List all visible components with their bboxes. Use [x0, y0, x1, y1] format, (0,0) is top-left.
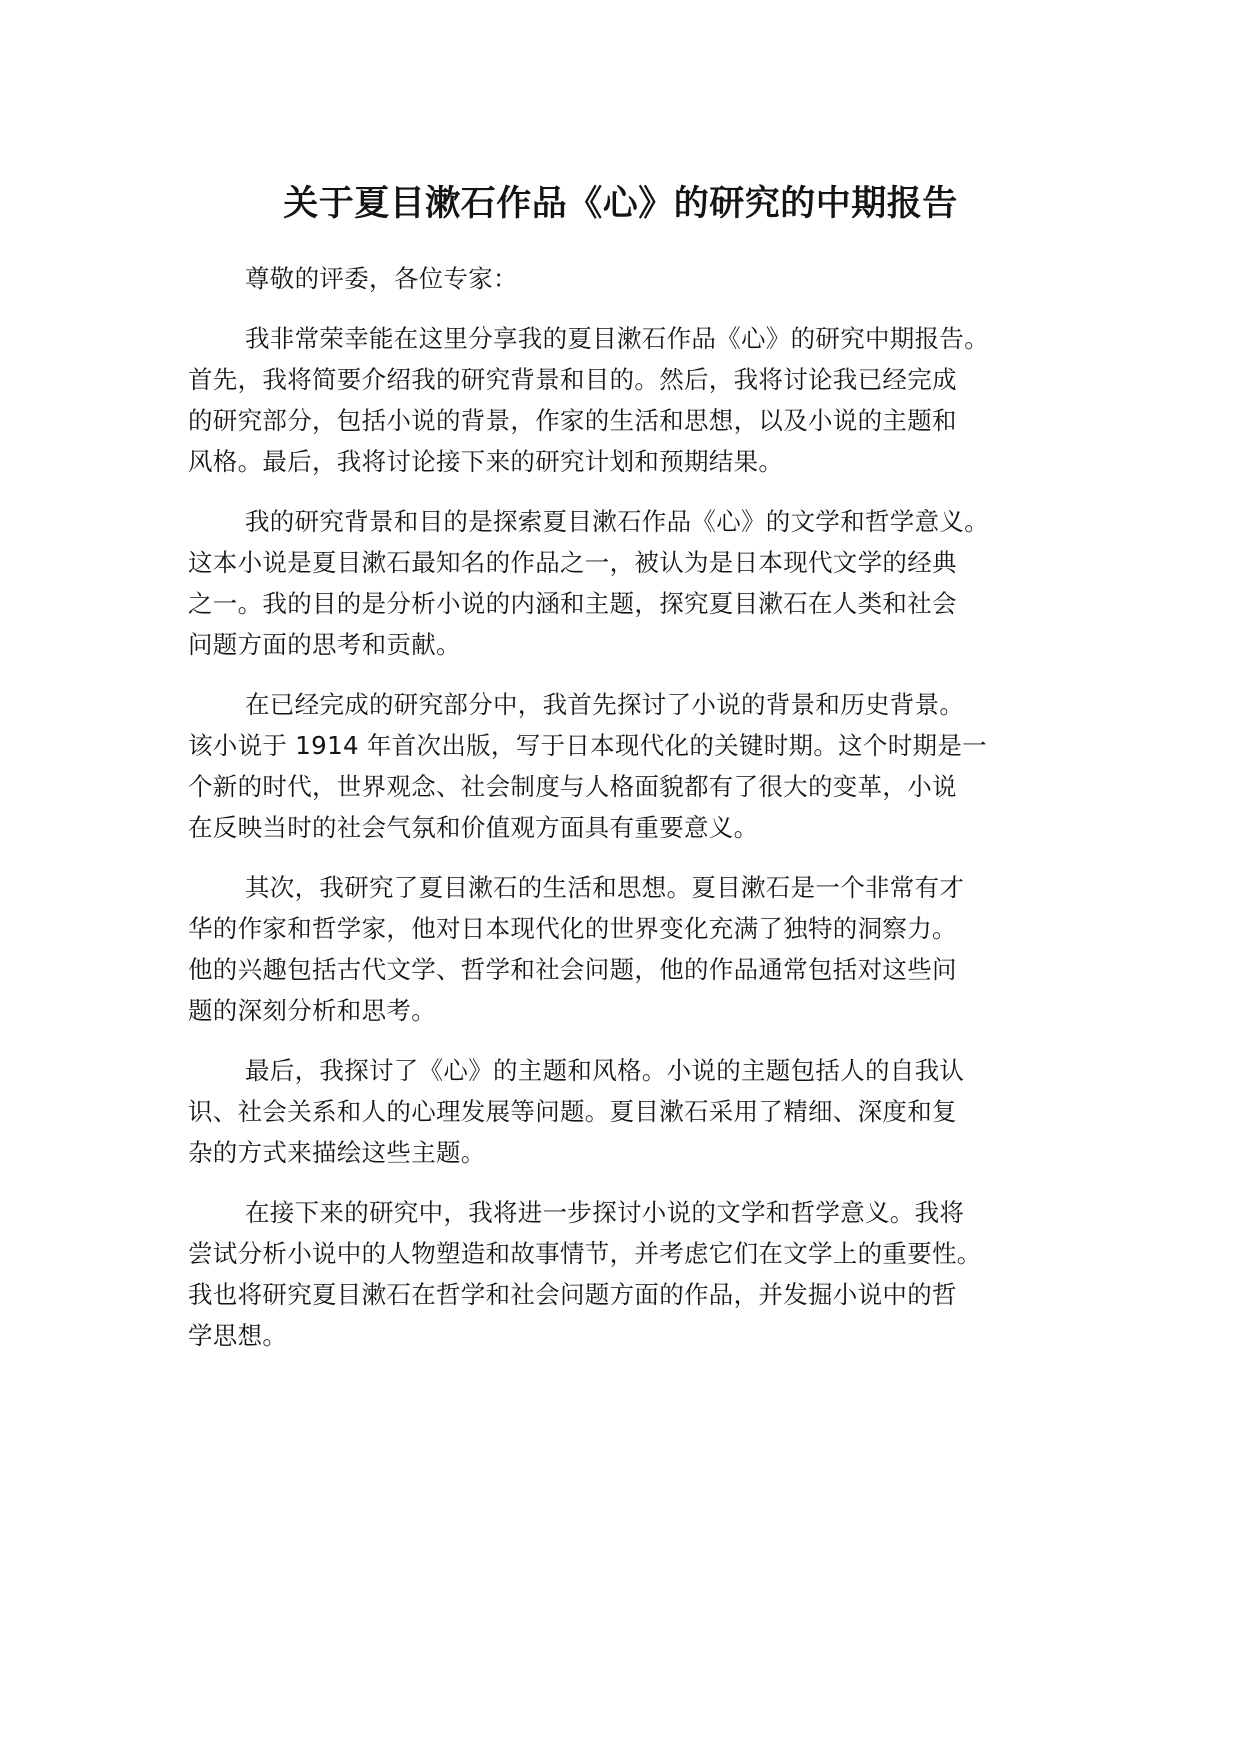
paragraph-6-line-4: 学思想。 [188, 1321, 288, 1350]
paragraph-2-line-4: 问题方面的思考和贡献。 [188, 630, 461, 659]
paragraph-3-line-2: 该小说于 1914 年首次出版，写于日本现代化的关键时期。这个时期是一 [188, 731, 987, 760]
paragraph-6-line-2: 尝试分析小说中的人物塑造和故事情节，并考虑它们在文学上的重要性。 [188, 1239, 982, 1268]
paragraph-2-line-2: 这本小说是夏目漱石最知名的作品之一，被认为是日本现代文学的经典 [188, 548, 957, 577]
salutation: 尊敬的评委，各位专家： [245, 264, 518, 293]
paragraph-3-line-3: 个新的时代，世界观念、社会制度与人格面貌都有了很大的变革，小说 [188, 772, 957, 801]
paragraph-4-line-1: 其次，我研究了夏目漱石的生活和思想。夏目漱石是一个非常有才 [245, 873, 965, 902]
paragraph-5-line-2: 识、社会关系和人的心理发展等问题。夏目漱石采用了精细、深度和复 [188, 1097, 957, 1126]
document-title: 关于夏目漱石作品《心》的研究的中期报告 [283, 184, 958, 224]
paragraph-1-line-3: 的研究部分，包括小说的背景，作家的生活和思想，以及小说的主题和 [188, 406, 957, 435]
paragraph-5-line-1: 最后，我探讨了《心》的主题和风格。小说的主题包括人的自我认 [245, 1056, 965, 1085]
paragraph-1-line-2: 首先，我将简要介绍我的研究背景和目的。然后，我将讨论我已经完成 [188, 365, 957, 394]
paragraph-2-line-3: 之一。我的目的是分析小说的内涵和主题，探究夏目漱石在人类和社会 [188, 589, 957, 618]
paragraph-5-line-3: 杂的方式来描绘这些主题。 [188, 1138, 486, 1167]
paragraph-3-line-4: 在反映当时的社会气氛和价值观方面具有重要意义。 [188, 813, 759, 842]
paragraph-4-line-3: 他的兴趣包括古代文学、哲学和社会问题，他的作品通常包括对这些问 [188, 955, 957, 984]
paragraph-6-line-3: 我也将研究夏目漱石在哲学和社会问题方面的作品，并发掘小说中的哲 [188, 1280, 957, 1309]
paragraph-1-line-4: 风格。最后，我将讨论接下来的研究计划和预期结果。 [188, 447, 784, 476]
paragraph-3-line-1: 在已经完成的研究部分中，我首先探讨了小说的背景和历史背景。 [245, 690, 965, 719]
paragraph-6-line-1: 在接下来的研究中，我将进一步探讨小说的文学和哲学意义。我将 [245, 1198, 965, 1227]
paragraph-4-line-4: 题的深刻分析和思考。 [188, 996, 436, 1025]
paragraph-2-line-1: 我的研究背景和目的是探索夏目漱石作品《心》的文学和哲学意义。 [245, 507, 989, 536]
paragraph-4-line-2: 华的作家和哲学家，他对日本现代化的世界变化充满了独特的洞察力。 [188, 914, 957, 943]
paragraph-1-line-1: 我非常荣幸能在这里分享我的夏目漱石作品《心》的研究中期报告。 [245, 324, 989, 353]
